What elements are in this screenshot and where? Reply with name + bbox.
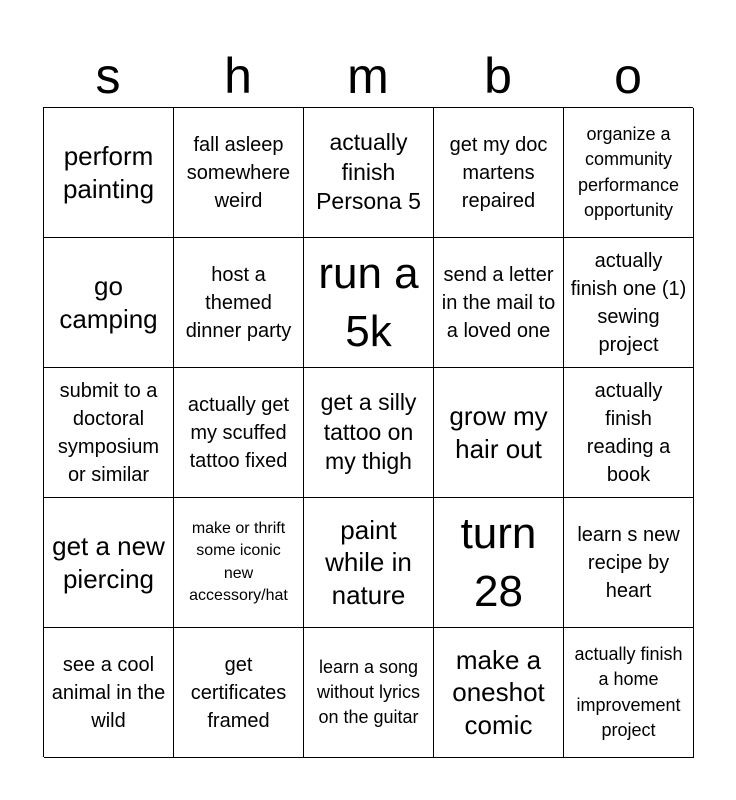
header-letter-o: o bbox=[614, 48, 642, 104]
bingo-cell[interactable] bbox=[174, 628, 304, 758]
cell-text: send a letter in the mail to a loved one bbox=[441, 263, 556, 342]
cell-text: actually finish Persona 5 bbox=[316, 128, 421, 215]
bingo-cell[interactable] bbox=[434, 108, 564, 238]
cell-text: grow my hair out bbox=[449, 401, 548, 464]
bingo-cell[interactable] bbox=[434, 498, 564, 628]
header-letter-s: s bbox=[95, 48, 121, 104]
cell-text: make a oneshot comic bbox=[452, 644, 545, 740]
cell-text: actually get my scuffed tattoo fixed bbox=[187, 393, 290, 472]
cell-text: host a themed dinner party bbox=[185, 263, 292, 342]
bingo-cell[interactable] bbox=[564, 238, 694, 368]
header-letter-h: h bbox=[224, 48, 252, 104]
cell-text: make or thrift some iconic new accessory/hat bbox=[189, 519, 288, 604]
bingo-cell[interactable] bbox=[44, 498, 174, 628]
cell-text: turn 28 bbox=[460, 509, 537, 616]
cell-text: run a 5k bbox=[318, 249, 419, 356]
bingo-cell[interactable] bbox=[564, 498, 694, 628]
cell-text: get a new piercing bbox=[52, 531, 165, 594]
bingo-cell[interactable] bbox=[564, 628, 694, 758]
bingo-cell[interactable] bbox=[174, 108, 304, 238]
bingo-cell[interactable] bbox=[44, 108, 174, 238]
cell-text: learn s new recipe by heart bbox=[577, 523, 680, 602]
cell-text: fall asleep somewhere weird bbox=[186, 133, 291, 212]
bingo-cell[interactable] bbox=[174, 238, 304, 368]
bingo-cell[interactable] bbox=[304, 238, 434, 368]
bingo-cell[interactable] bbox=[304, 628, 434, 758]
header-letter-b: b bbox=[484, 48, 512, 104]
cell-text: get my doc martens repaired bbox=[449, 133, 548, 212]
bingo-board bbox=[43, 107, 693, 757]
cell-text: actually finish reading a book bbox=[586, 379, 671, 486]
cell-text: submit to a doctoral symposium or similar bbox=[57, 379, 160, 486]
bingo-cell[interactable] bbox=[434, 368, 564, 498]
bingo-cell[interactable] bbox=[174, 498, 304, 628]
bingo-cell[interactable] bbox=[44, 238, 174, 368]
cell-text: get certificates framed bbox=[190, 653, 287, 732]
cell-text: actually finish one (1) sewing project bbox=[570, 249, 687, 356]
bingo-cell[interactable] bbox=[564, 108, 694, 238]
cell-text: perform painting bbox=[62, 141, 155, 204]
bingo-cell[interactable] bbox=[174, 368, 304, 498]
cell-text: learn a song without lyrics on the guitar bbox=[316, 656, 421, 728]
cell-text: see a cool animal in the wild bbox=[51, 653, 166, 732]
bingo-cell[interactable] bbox=[434, 628, 564, 758]
cell-text: get a silly tattoo on my thigh bbox=[320, 388, 417, 475]
bingo-cell[interactable] bbox=[304, 108, 434, 238]
cell-text: go camping bbox=[59, 271, 158, 334]
bingo-cell[interactable] bbox=[44, 368, 174, 498]
bingo-cell[interactable] bbox=[564, 368, 694, 498]
bingo-header bbox=[43, 44, 693, 108]
bingo-cell[interactable] bbox=[304, 368, 434, 498]
bingo-cell[interactable] bbox=[434, 238, 564, 368]
cell-text: organize a community performance opportunity bbox=[577, 124, 680, 220]
bingo-cell[interactable] bbox=[304, 498, 434, 628]
bingo-cell[interactable] bbox=[44, 628, 174, 758]
header-letter-m: m bbox=[347, 48, 389, 104]
cell-text: actually finish a home improvement project bbox=[574, 644, 683, 740]
cell-text: paint while in nature bbox=[325, 514, 412, 610]
